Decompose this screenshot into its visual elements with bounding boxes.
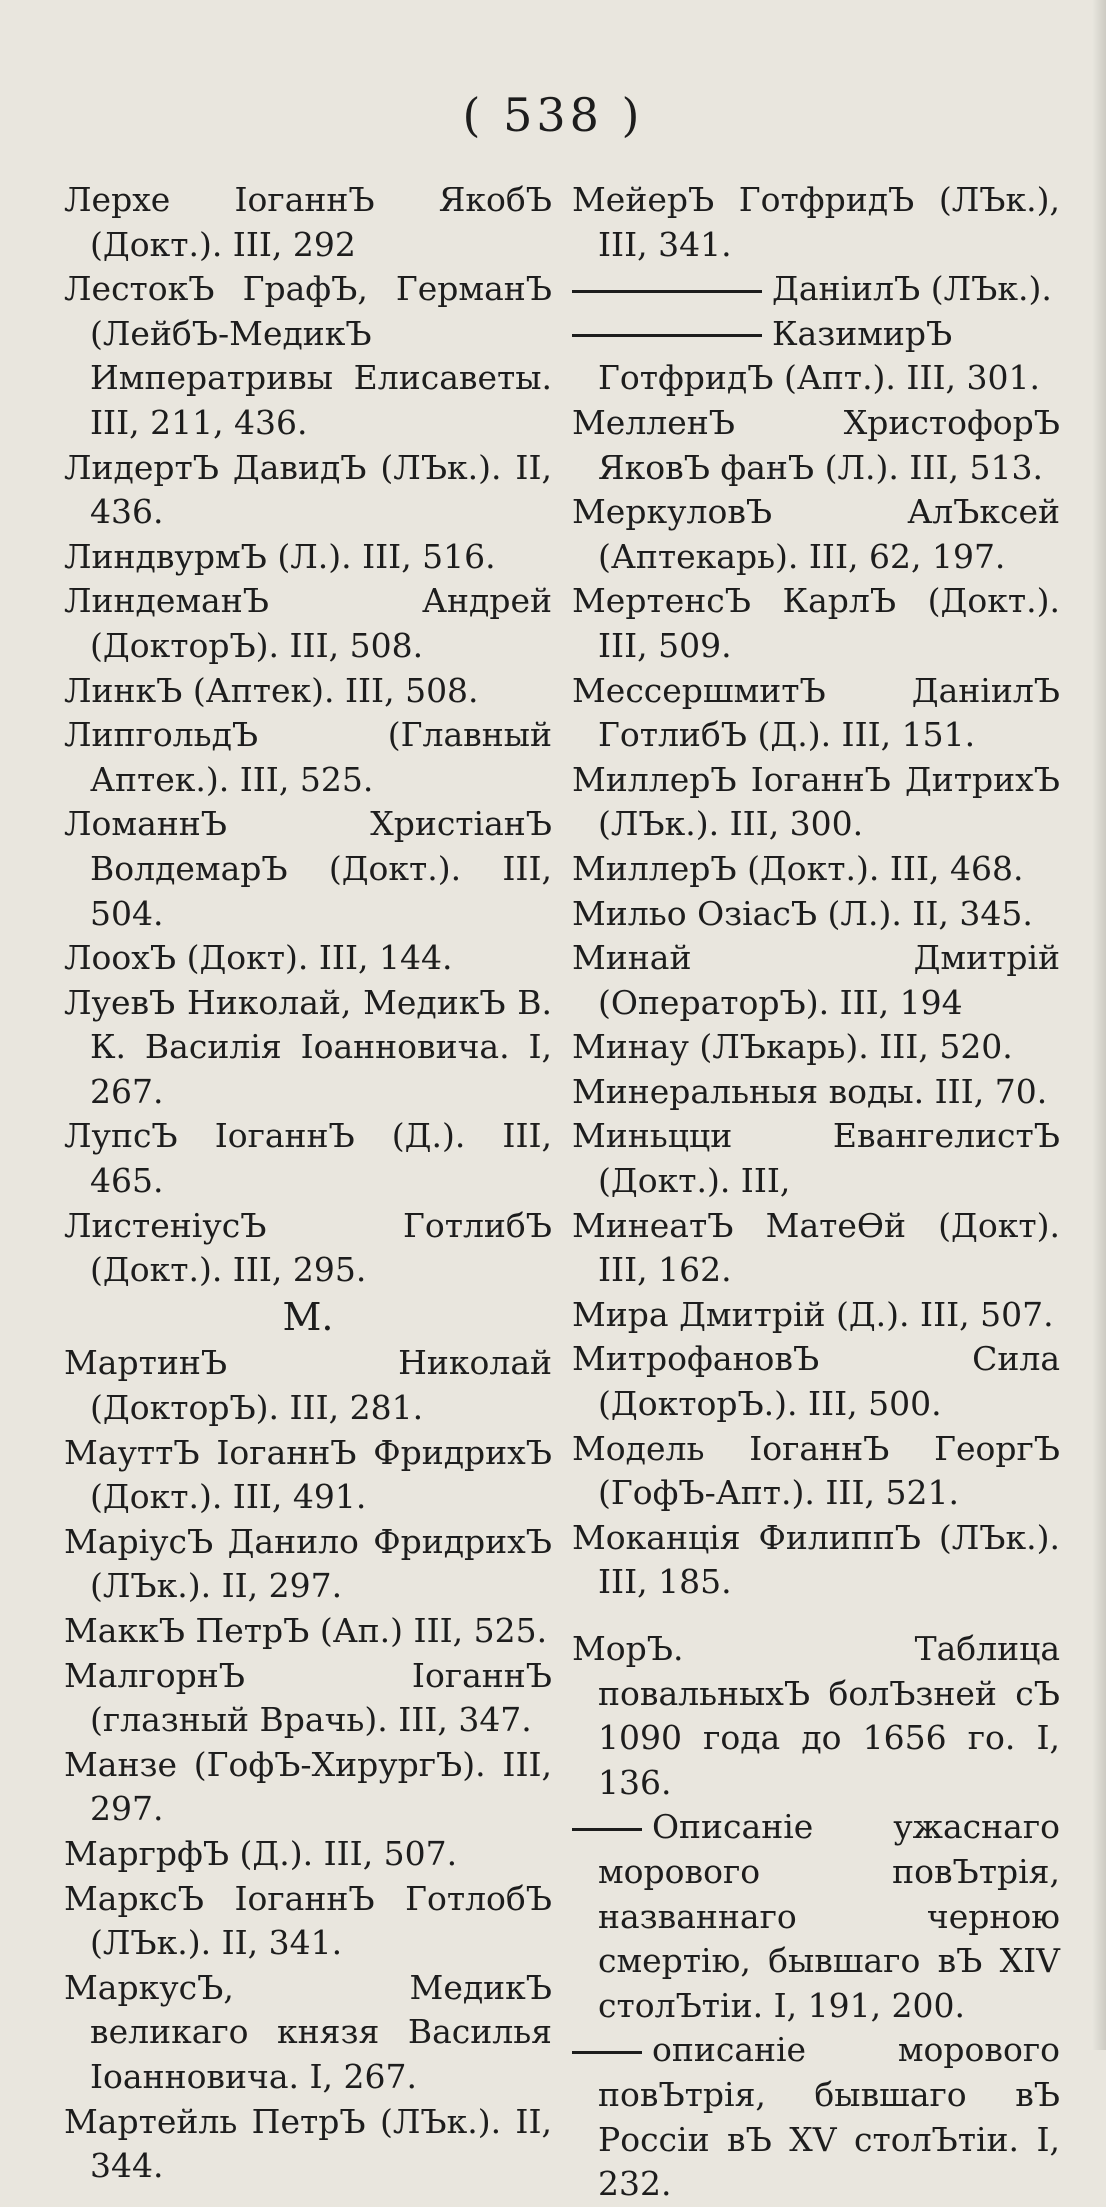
entry-text: МорЪ. Таблица повальныхЪ болЪзней сЪ 1090 года до 1656 го. I, 136. [572,1629,1060,1802]
section-letter: М. [282,1294,334,1339]
left-column [64,178,552,2189]
entry-text: МиллерЪ ІоганнЪ ДитрихЪ (ЛЪк.). III, 300. [572,759,1060,844]
spacer [572,1605,1060,1627]
entry-text: МертенсЪ КарлЪ (Докт.). III, 509. [572,581,1060,665]
index-entry [572,892,1060,937]
index-entry [572,1627,1060,1805]
index-entry: ЛиндеманЪ Андрей (ДокторЪ). III, 508. [64,581,552,665]
entry-text: описаніе морового повЪтрія, бывшаго вЪ Россіи вЪ XV столЪтіи. I, 232. [598,2030,1060,2204]
index-entry: МалгорнЪ ІоганнЪ (глазный Врачь). III, 347. [64,1655,552,1740]
index-entry-continuation [572,1805,1060,2028]
index-entry [572,1427,1060,1516]
entry-text: КазимирЪ ГотфридЪ (Апт.). III, 301. [598,313,1040,398]
entry-text: Минеральныя воды. III, 70. [572,1071,1048,1111]
index-entry [572,1025,1060,1070]
entry-text: Мира Дмитрій (Д.). III, 507. [572,1294,1054,1334]
entry-text: Модель ІоганнЪ ГеоргЪ (ГофЪ-Апт.). III, 521. [572,1428,1060,1513]
index-entry [572,669,1060,758]
entry-text: Минай Дмитрій (ОператорЪ). III, 194 [572,938,1060,1022]
index-entry-continuation [572,312,1060,401]
index-entry: Манзе (ГофЪ-ХирургЪ). III, 297. [64,1744,552,1829]
index-entry: ЛиндвурмЪ (Л.). III, 516. [64,536,496,576]
index-entry [572,579,1060,668]
index-entry: ЛипгольдЪ (Главный Аптек.). III, 525. [64,715,552,799]
entry-text: МиллерЪ (Докт.). III, 468. [572,848,1024,888]
page-edge-shadow [1092,0,1106,2050]
index-entry-continuation [572,267,1060,312]
index-entry: ЛупсЪ ІоганнЪ (Д.). III, 465. [64,1116,552,1201]
index-entry: ЛоохЪ (Докт). III, 144. [64,938,453,978]
index-entry [572,401,1060,490]
index-entry: МауттЪ ІоганнЪ ФридрихЪ (Докт.). III, 491. [64,1432,552,1517]
entry-text: ДаніилЪ (ЛЪк.). [772,269,1052,309]
index-entry [572,1516,1060,1605]
index-entry [572,1070,1060,1115]
entry-text: Описаніе ужаснаго морового повЪтрія, названнаго черною смертію, бывшаго вЪ XIV столЪтіи. I, 191, 200. [598,1807,1060,2025]
index-entry: ЛинкЪ (Аптек). III, 508. [64,670,479,710]
index-entry: МаргрфЪ (Д.). III, 507. [64,1833,458,1873]
entry-text: МейерЪ ГотфридЪ (ЛЪк.), III, 341. [572,180,1060,264]
index-entry: МаккЪ ПетрЪ (Ап.) III, 525. [64,1611,548,1650]
index-entry: МартинЪ Николай (ДокторЪ). III, 281. [64,1343,552,1428]
right-column [572,178,1060,2207]
page-number: ( 538 ) [462,88,644,142]
entry-text: МинеатЪ МатеѲй (Докт). III, 162. [572,1205,1060,1290]
index-entry: ЛестокЪ ГрафЪ, ГерманЪ (ЛейбЪ-МедикЪ Императривы Елисаветы. III, 211, 436. [64,269,552,442]
entry-text: Моканція ФилиппЪ (ЛЪк.). III, 185. [572,1517,1060,1602]
ditto-dash [572,334,762,337]
index-entry-continuation [572,2028,1060,2206]
index-entry [572,936,1060,1025]
index-entry [572,1114,1060,1203]
index-entry: ЛоманнЪ ХристіанЪ ВолдемарЪ (Докт.). III, 504. [64,804,552,933]
index-entry: ЛуевЪ Николай, МедикЪ В. К. Василія Іоанновича. I, 267. [64,982,552,1111]
entry-text: Миньцци ЕвангелистЪ (Докт.). III, [572,1116,1060,1201]
entry-text: МитрофановЪ Сила (ДокторЪ.). III, 500. [572,1339,1060,1424]
entry-text: МессершмитЪ ДаніилЪ ГотлибЪ (Д.). III, 151. [572,670,1060,755]
entry-text: МелленЪ ХристофорЪ ЯковЪ фанЪ (Л.). III, 513. [572,402,1060,487]
index-entry [572,758,1060,847]
entry-text: МеркуловЪ АлЪксей (Аптекарь). III, 62, 197. [572,492,1060,576]
index-entry [572,1204,1060,1293]
index-entry: МаркусЪ, МедикЪ великаго князя Василья Іоанновича. I, 267. [64,1967,552,2096]
index-entry [572,490,1060,579]
ditto-dash [572,2051,642,2054]
index-entry: Лерхе ІоганнЪ ЯкобЪ (Докт.). III, 292 [64,180,552,264]
index-entry [572,1337,1060,1426]
index-entry: ЛидертЪ ДавидЪ (ЛЪк.). II, 436. [64,447,552,532]
index-entry: МарксЪ ІоганнЪ ГотлобЪ (ЛЪк.). II, 341. [64,1878,552,1963]
entry-text: Мильо ОзіасЪ (Л.). II, 345. [572,893,1033,933]
index-entry: ЛистеніусЪ ГотлибЪ (Докт.). III, 295. [64,1205,552,1290]
ditto-dash [572,290,762,293]
index-entry: МаріусЪ Данило ФридрихЪ (ЛЪк.). II, 297. [64,1521,552,1606]
ditto-dash [572,1828,642,1831]
index-entry: Мартейль ПетрЪ (ЛЪк.). II, 344. [64,2101,552,2186]
entry-text: Минау (ЛЪкарь). III, 520. [572,1027,1013,1067]
index-entry [572,847,1060,892]
index-entry [572,1293,1060,1338]
index-entry [572,178,1060,267]
